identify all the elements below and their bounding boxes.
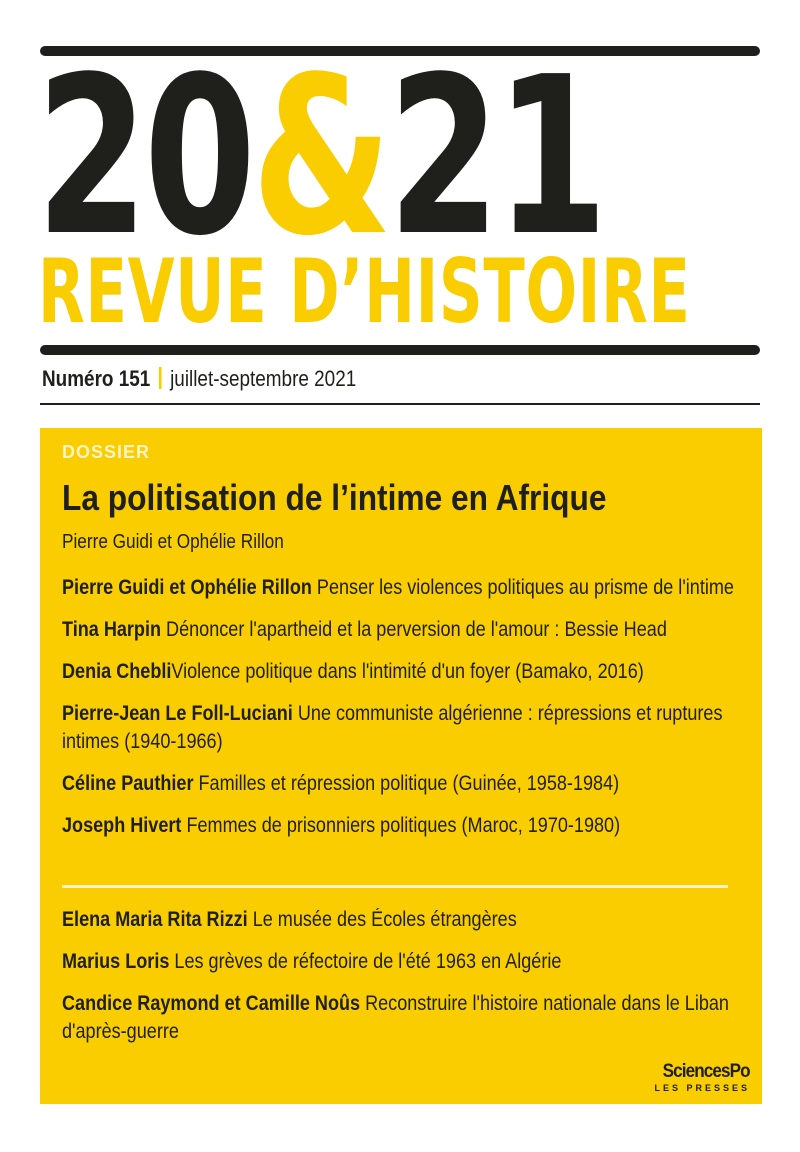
contents-panel (40, 428, 762, 1104)
issue-number: Numéro 151 (42, 366, 151, 391)
article-title: Familles et répression politique (Guinée, 1958-1984) (198, 772, 620, 795)
article-item (62, 574, 741, 602)
issue-separator (159, 367, 162, 389)
article-item (62, 616, 741, 644)
article-title: Penser les violences politiques au prisme de l'intime (316, 576, 734, 599)
article-title: Violence politique dans l'intimité d'un foyer (Bamako, 2016) (171, 660, 644, 683)
article-author: Céline Pauthier (62, 772, 194, 795)
masthead-title (36, 31, 604, 284)
thin-rule (40, 403, 760, 405)
article-item (62, 812, 741, 840)
article-author: Marius Loris (62, 950, 170, 973)
article-title: Reconstruire l'histoire nationale dans le Liban d'après-guerre (62, 992, 729, 1043)
dossier-articles (62, 574, 741, 854)
article-item (62, 990, 741, 1046)
article-author: Tina Harpin (62, 618, 162, 641)
article-title: Les grèves de réfectoire de l'été 1963 en Algérie (174, 950, 562, 973)
masthead-ampersand: & (251, 31, 388, 284)
issue-period: juillet-septembre 2021 (170, 366, 357, 391)
article-title: Dénoncer l'apartheid et la perversion de l'amour : Bessie Head (166, 618, 667, 641)
masthead-num-right: 21 (387, 31, 604, 284)
article-title: Une communiste algérienne : répressions et ruptures intimes (1940-1966) (62, 702, 723, 753)
article-title: Femmes de prisonniers politiques (Maroc, 1970-1980) (186, 814, 621, 837)
section-divider (62, 885, 728, 888)
issue-line (42, 366, 356, 392)
middle-rule (40, 345, 760, 355)
other-articles (62, 906, 741, 1060)
masthead-num-left: 20 (36, 31, 252, 284)
article-author: Elena Maria Rita Rizzi (62, 908, 248, 931)
dossier-editors: Pierre Guidi et Ophélie Rillon (62, 531, 284, 553)
publisher-sub: LES PRESSES (654, 1083, 750, 1093)
publisher-brand: SciencesPo (662, 1061, 750, 1082)
article-author: Joseph Hivert (62, 814, 182, 837)
article-author: Denia Chebli (62, 660, 172, 683)
article-item (62, 906, 741, 934)
dossier-label: DOSSIER (62, 442, 151, 462)
publisher-logo (653, 1062, 750, 1094)
article-item (62, 948, 741, 976)
article-author: Pierre-Jean Le Foll-Luciani (62, 702, 293, 725)
article-item (62, 770, 741, 798)
article-item (62, 700, 741, 756)
article-title: Le musée des Écoles étrangères (252, 908, 517, 931)
dossier-title: La politisation de l’intime en Afrique (62, 477, 607, 518)
article-author: Pierre Guidi et Ophélie Rillon (62, 576, 312, 599)
article-author: Candice Raymond et Camille Noûs (62, 992, 361, 1015)
masthead-subtitle: REVUE D’HISTOIRE (38, 240, 691, 343)
article-item (62, 658, 741, 686)
